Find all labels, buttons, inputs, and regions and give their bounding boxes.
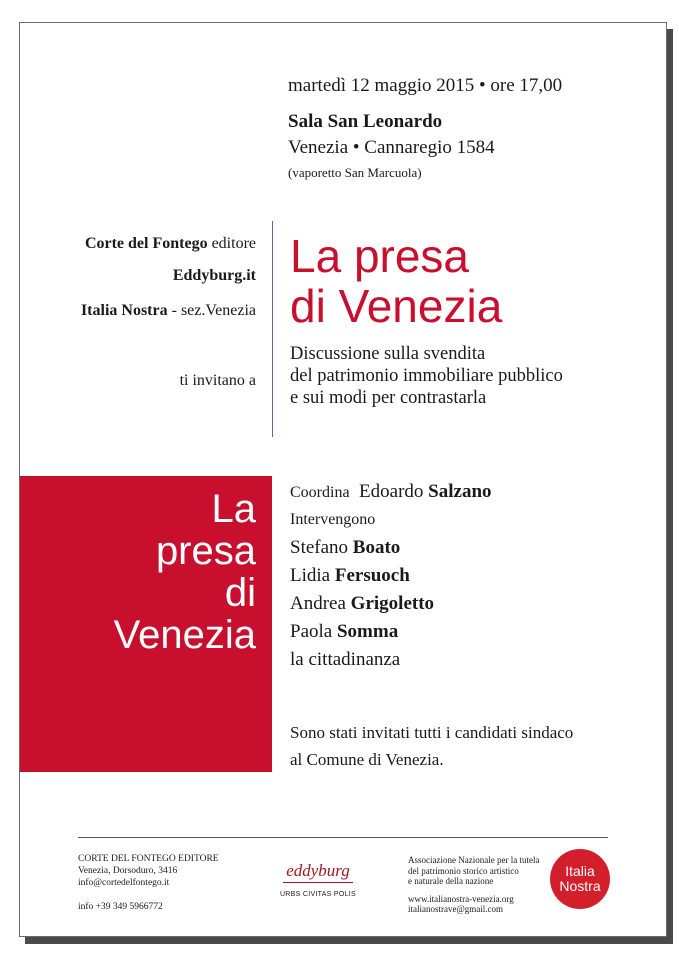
- speaker-row: Stefano Boato: [290, 537, 401, 558]
- event-transport-note: (vaporetto San Marcuola): [288, 165, 422, 180]
- event-city-address: Venezia • Cannaregio 1584: [288, 137, 495, 158]
- invite-text: ti invitano a: [179, 372, 256, 389]
- organizer-corte-del-fontego: Corte del Fontego editore: [84, 235, 256, 252]
- event-date-time: martedì 12 maggio 2015 • ore 17,00: [288, 75, 563, 96]
- speaker-row: Andrea Grigoletto: [290, 593, 435, 614]
- speaker-row: Paola Somma: [290, 621, 399, 642]
- speakers-label: Intervengono: [290, 511, 376, 528]
- organizer-italia-nostra: Italia Nostra - sez.Venezia: [80, 302, 256, 319]
- publisher-contact: CORTE DEL FONTEGO EDITORE Venezia, Dorsoduro, 3416 info@cortedelfontego.it info +39 349 5966772: [78, 854, 219, 912]
- closing-speaker: la cittadinanza: [290, 649, 401, 670]
- vertical-divider: [272, 221, 273, 437]
- organizer-eddyburg: Eddyburg.it: [172, 267, 256, 284]
- coordinator-row: Coordina Edoardo Salzano: [290, 481, 492, 502]
- footer-divider: [78, 837, 608, 838]
- event-subtitle: Discussione sulla svendita del patrimonio immobiliare pubblico e sui modi per contrastarla: [290, 344, 563, 408]
- program-list: [290, 478, 492, 674]
- red-box-title: La presa di Venezia: [113, 487, 256, 657]
- red-title-box: [20, 476, 272, 772]
- event-venue: Sala San Leonardo: [288, 111, 443, 132]
- event-title: La presa di Venezia: [290, 230, 503, 332]
- candidates-notice: Sono stati invitati tutti i candidati sindaco al Comune di Venezia.: [290, 723, 574, 769]
- speaker-row: Lidia Fersuoch: [290, 565, 410, 586]
- eddyburg-logo: eddyburg URBS CIVITAS POLIS: [279, 861, 357, 898]
- italia-nostra-logo: Italia Nostra: [550, 849, 610, 909]
- invitation-flyer: [19, 22, 667, 937]
- italia-nostra-contact: Associazione Nazionale per la tutela del patrimonio storico artistico e naturale della nazione www.italianostra-venezia.org italianostrave@gmail.com: [408, 855, 540, 914]
